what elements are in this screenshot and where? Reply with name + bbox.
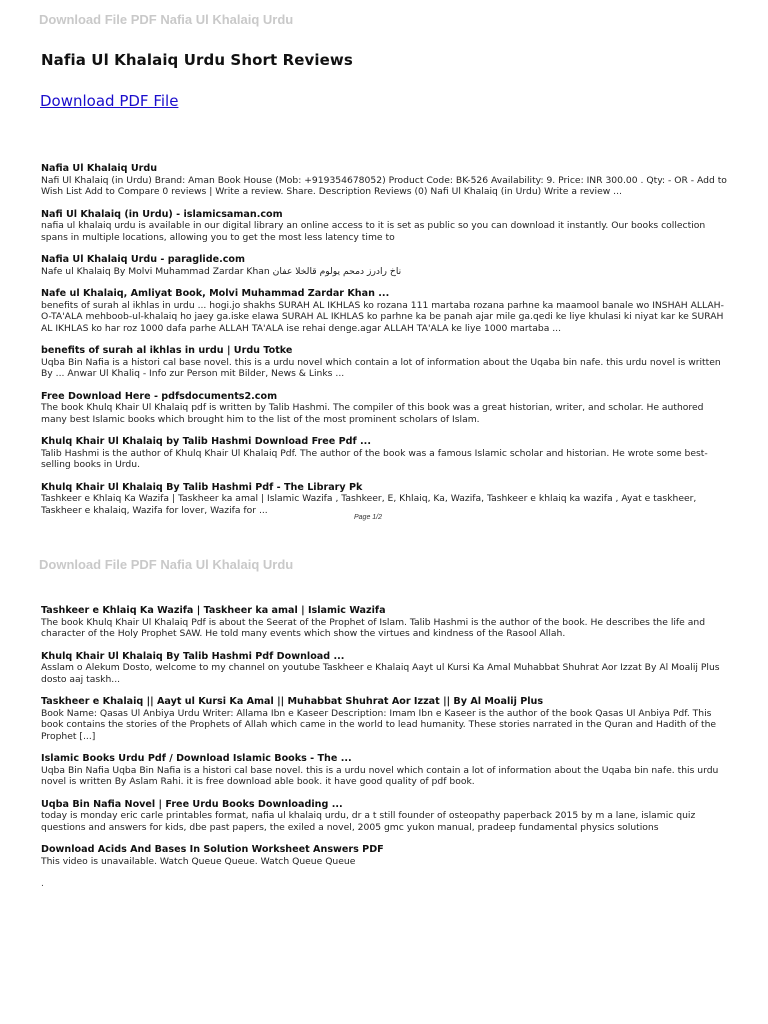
result-snippet: nafia ul khalaiq urdu is available in our digital library an online access to it is set as public so you can download it instantly. Our books collection spans in multiple locations, allowing you to get the most less latency time to	[41, 220, 706, 243]
result-title: benefits of surah al ikhlas in urdu | Urdu Totke	[41, 345, 293, 356]
result-entry	[41, 436, 731, 471]
result-entry	[41, 696, 731, 742]
result-snippet: Tashkeer e Khlaiq Ka Wazifa | Taskheer ka amal | Islamic Wazifa , Tashkeer, E, Khlaiq, Ka, Wazifa, Tashkeer e khlaiq ka wazifa , Ayat e taskheer, Taskheer e khalaiq, Wazifa for lover, Wazifa for ...	[41, 493, 697, 516]
result-snippet: Nafi Ul Khalaiq (in Urdu) Brand: Aman Book House (Mob: +919354678052) Product Code: BK-526 Availability: 9. Price: INR 300.00 . Qty: - OR - Add to Wish List Add to Compare 0 reviews | Write a review. Share. Description Reviews (0) Nafi Ul Khalaiq (in Urdu) Write a review ...	[41, 174, 727, 197]
result-entry	[41, 844, 731, 867]
result-title: Khulq Khair Ul Khalaiq By Talib Hashmi Pdf - The Library Pk	[41, 481, 363, 493]
result-title: Tashkeer e Khlaiq Ka Wazifa | Taskheer ka amal | Islamic Wazifa	[41, 605, 386, 616]
result-entry	[41, 482, 731, 517]
result-title: Free Download Here - pdfsdocuments2.com	[41, 390, 278, 402]
results-list-page-2	[41, 605, 731, 878]
page-header-2: Download File PDF Nafia Ul Khalaiq Urdu	[39, 557, 294, 572]
result-entry	[41, 288, 731, 334]
result-entry	[41, 209, 731, 244]
trailing-mark: .	[41, 879, 44, 889]
result-snippet: This video is unavailable. Watch Queue Queue. Watch Queue Queue	[41, 855, 356, 867]
result-title: Islamic Books Urdu Pdf / Download Islamic Books - The ...	[41, 753, 352, 764]
result-title: Taskheer e Khalaiq || Aayt ul Kursi Ka Amal || Muhabbat Shuhrat Aor Izzat || By Al Moalij Plus	[41, 696, 544, 707]
page-title: Nafia Ul Khalaiq Urdu Short Reviews	[41, 51, 353, 69]
result-snippet: Asslam o Alekum Dosto, welcome to my channel on youtube Taskheer e Khalaiq Aayt ul Kursi Ka Amal Muhabbat Shuhrat Aor Izzat By Al Moalij Plus dosto aaj taskh...	[41, 662, 720, 685]
result-snippet: today is monday eric carle printables format, nafia ul khalaiq urdu, dr a t still founder of osteopathy paperback 2015 by m a lane, islamic quiz questions and answers for kids, dbe past papers, the exiled a novel, 2005 gmc yukon manual, pradeep fundamental physics solutions	[41, 810, 696, 833]
result-title: Khulq Khair Ul Khalaiq by Talib Hashmi Download Free Pdf ...	[41, 436, 371, 447]
result-entry	[41, 799, 731, 834]
result-title: Nafia Ul Khalaiq Urdu	[41, 163, 158, 174]
result-title: Nafe ul Khalaiq, Amliyat Book, Molvi Muhammad Zardar Khan ...	[41, 288, 390, 299]
page-header: Download File PDF Nafia Ul Khalaiq Urdu	[39, 12, 294, 27]
result-entry	[41, 163, 731, 198]
result-title: Nafia Ul Khalaiq Urdu - paraglide.com	[41, 254, 246, 265]
result-snippet: Uqba Bin Nafia is a histori cal base novel. this is a urdu novel which contain a lot of information about the Uqaba bin nafe. this urdu novel is written By ... Anwar Ul Khaliq - Info zur Person mit Bilder, News & Links ...	[41, 356, 721, 379]
result-title: Nafi Ul Khalaiq (in Urdu) - islamicsaman.com	[41, 208, 283, 220]
result-snippet: The book Khulq Khair Ul Khalaiq Pdf is about the Seerat of the Prophet of Islam. Talib Hashmi is the author of the book. He describes the life and character of the Holy Prophet SAW. He told many events which show the virtues and kindness of the Rasool Allah.	[41, 616, 706, 639]
result-snippet: Uqba Bin Nafia Uqba Bin Nafia is a histori cal base novel. this is a urdu novel which contain a lot of information about the Uqaba bin nafe. this urdu novel is written By Aslam Rahi. it is free download able book. it have good quality of pdf book.	[41, 764, 719, 787]
result-entry	[41, 753, 731, 788]
page-number: Page 1/2	[354, 514, 383, 521]
result-snippet: Talib Hashmi is the author of Khulq Khair Ul Khalaiq Pdf. The author of the book was a famous Islamic scholar and historian. He wrote some best-selling books in Urdu.	[41, 447, 708, 470]
result-entry	[41, 651, 731, 686]
result-entry	[41, 254, 731, 277]
result-title: Khulq Khair Ul Khalaiq By Talib Hashmi Pdf Download ...	[41, 650, 345, 662]
result-entry	[41, 391, 731, 426]
result-snippet: The book Khulq Khair Ul Khalaiq pdf is written by Talib Hashmi. The compiler of this book was a great historian, writer, and scholar. He authored many best Islamic books which brought him to the list of the most prominent scholars of Islam.	[41, 402, 704, 425]
results-list-page-1	[41, 163, 731, 527]
result-title: Download Acids And Bases In Solution Worksheet Answers PDF	[41, 844, 384, 855]
result-snippet: benefits of surah al ikhlas in urdu ... hogi.jo shakhs SURAH AL IKHLAS ko rozana 111 martaba rozana parhne ka maamool banale wo INSHAH ALLAH-O-TA'ALA mehboob-ul-khalaiq ho jaey ga.iske elawa SURAH AL IKHLAS ko parhne ka be panah ajar mile ga.qedi ke liye khulasi ki niyat kar ke SURAH AL IKHLAS ko har roz 1000 dafa parhe ALLAH TA'ALA ise rehai denge.agar ALLAH TA'ALA ke liye 1000 martaba ...	[41, 299, 724, 334]
result-entry	[41, 605, 731, 640]
result-title: Uqba Bin Nafia Novel | Free Urdu Books Downloading ...	[41, 798, 343, 810]
result-entry	[41, 345, 731, 380]
result-snippet: Nafe ul Khalaiq By Molvi Muhammad Zardar Khan ناخ رادرز دمحم یولوم قالخلا عفان	[41, 265, 402, 277]
download-pdf-link[interactable]: Download PDF File	[40, 92, 179, 110]
result-snippet: Book Name: Qasas Ul Anbiya Urdu Writer: Allama Ibn e Kaseer Description: Imam Ibn e Kaseer is the author of the book Qasas Ul Anbiya Pdf. This book contains the stories of the Prophets of Allah which came in the world to lead humanity. These stories narrated in the Quran and Hadith of the Prophet [...]	[41, 707, 717, 742]
